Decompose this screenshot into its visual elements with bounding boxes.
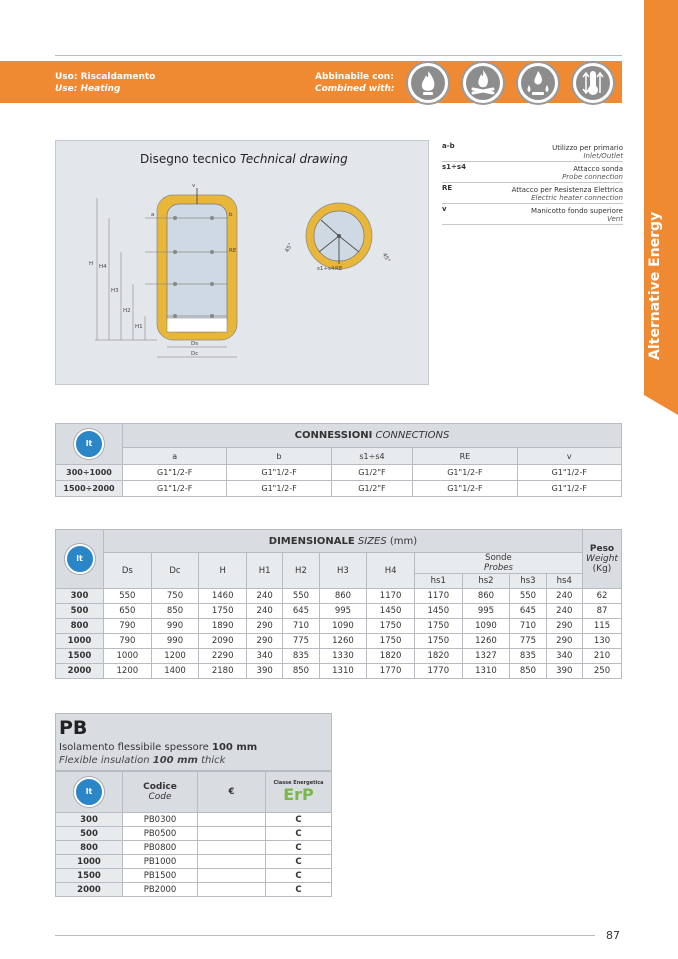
drawing-title-it: Disegno tecnico — [140, 152, 237, 166]
row-capacity: 1000 — [56, 634, 104, 649]
table-cell: 1890 — [199, 619, 247, 634]
table-cell: 645 — [283, 604, 319, 619]
column-header: Ds — [104, 553, 152, 589]
legend-key: RE — [442, 184, 453, 192]
table-cell: 1770 — [367, 664, 415, 679]
pb-lt-cell: 1500 — [56, 869, 123, 883]
table-cell: 710 — [510, 619, 546, 634]
column-header: hs1 — [414, 574, 462, 589]
table-cell: 850 — [151, 604, 199, 619]
column-header: hs3 — [510, 574, 546, 589]
table-cell: 1820 — [367, 649, 415, 664]
table-row — [56, 869, 332, 883]
table-row — [56, 604, 622, 619]
table-cell: 1330 — [319, 649, 367, 664]
dim-h: H — [89, 261, 94, 267]
table-cell: 290 — [546, 619, 582, 634]
table-row — [56, 589, 622, 604]
column-header: H3 — [319, 553, 367, 589]
pb-code-cell: PB1000 — [123, 855, 198, 869]
legend-en: Electric heater connection — [531, 194, 623, 202]
table-cell: 1090 — [319, 619, 367, 634]
pb-class-cell: C — [266, 841, 332, 855]
legend-row — [442, 141, 623, 162]
table-cell: 1450 — [367, 604, 415, 619]
pb-lt-cell: 800 — [56, 841, 123, 855]
table-row — [56, 827, 332, 841]
label-v: v — [192, 183, 196, 189]
pb-description-en: Flexible insulation 100 mm thick — [59, 755, 226, 766]
pb-code-cell: PB2000 — [123, 883, 198, 897]
pb-price-cell — [198, 841, 266, 855]
table-cell: 1170 — [367, 589, 415, 604]
tank-body — [167, 204, 227, 332]
table-cell: 240 — [247, 604, 283, 619]
row-capacity: 2000 — [56, 664, 104, 679]
table-row — [56, 619, 622, 634]
column-header: s1÷s4 — [331, 448, 412, 465]
table-cell: 1450 — [414, 604, 462, 619]
tank-drawing — [55, 140, 429, 385]
pb-price-cell — [198, 855, 266, 869]
table-cell: 990 — [151, 634, 199, 649]
table-cell: 1090 — [462, 619, 510, 634]
dim-h4: H4 — [99, 264, 107, 270]
pb-lt-cell: 2000 — [56, 883, 123, 897]
table-cell: 240 — [546, 604, 582, 619]
table-cell: 1750 — [414, 619, 462, 634]
lt-icon-cell — [56, 424, 123, 465]
erp-logo: ErP — [283, 785, 314, 804]
dim-h3: H3 — [111, 288, 119, 294]
table-cell: 87 — [583, 604, 622, 619]
dim-dc: Dc — [191, 351, 199, 357]
table-cell: 995 — [462, 604, 510, 619]
table-cell: 775 — [283, 634, 319, 649]
connections-table — [55, 423, 622, 497]
top-view-re: RE — [335, 266, 343, 272]
table-cell: 62 — [583, 589, 622, 604]
drawing-title-en: Technical drawing — [239, 152, 348, 166]
pb-code-cell: PB0800 — [123, 841, 198, 855]
top-view-probes: s1÷s4 — [317, 266, 335, 272]
table-cell: 390 — [546, 664, 582, 679]
sizes-title: DIMENSIONALE SIZES (mm) — [104, 530, 583, 553]
top-rule — [55, 55, 622, 56]
column-header: b — [227, 448, 331, 465]
legend-row — [442, 162, 623, 183]
wood-fire-icon — [461, 61, 505, 105]
pb-class-cell: C — [266, 883, 332, 897]
lt-icon-cell — [56, 530, 104, 589]
liter-icon: lt — [74, 777, 104, 807]
column-header: a — [123, 448, 227, 465]
table-cell: 860 — [319, 589, 367, 604]
table-cell: 835 — [283, 649, 319, 664]
label-re: RE — [229, 248, 237, 254]
liter-icon: lt — [74, 429, 104, 459]
probes-header: Sonde Probes — [414, 553, 582, 574]
lt-icon-cell — [56, 772, 123, 813]
combined-label — [315, 71, 395, 95]
combined-en: Combined with: — [315, 84, 395, 94]
table-cell: 1820 — [414, 649, 462, 664]
row-capacity: 800 — [56, 619, 104, 634]
column-header: RE — [413, 448, 517, 465]
table-cell: 1200 — [151, 649, 199, 664]
table-cell: 790 — [104, 634, 152, 649]
footer-rule — [55, 935, 595, 936]
table-cell: 1750 — [199, 604, 247, 619]
usage-it: Uso: Riscaldamento — [55, 72, 156, 82]
table-cell: 240 — [247, 589, 283, 604]
table-cell: 1750 — [414, 634, 462, 649]
legend-row — [442, 183, 623, 204]
table-cell: 850 — [283, 664, 319, 679]
column-header: H1 — [247, 553, 283, 589]
pb-title: PB — [59, 717, 88, 739]
combined-it: Abbinabile con: — [315, 72, 394, 82]
legend-key: s1÷s4 — [442, 163, 466, 171]
row-capacity: 1500 — [56, 649, 104, 664]
table-cell: 210 — [583, 649, 622, 664]
pb-class-cell: C — [266, 827, 332, 841]
label-a: a — [151, 212, 155, 218]
pb-price-cell — [198, 869, 266, 883]
table-cell: 1310 — [462, 664, 510, 679]
price-header: € — [198, 772, 266, 813]
dim-h1: H1 — [135, 324, 143, 330]
table-cell: 340 — [546, 649, 582, 664]
weight-header: Peso Weight (Kg) — [583, 530, 622, 589]
table-row — [56, 855, 332, 869]
column-header: H2 — [283, 553, 319, 589]
row-capacity: 500 — [56, 604, 104, 619]
table-cell: 1170 — [414, 589, 462, 604]
table-cell: 1460 — [199, 589, 247, 604]
pb-class-cell: C — [266, 855, 332, 869]
dim-ds: Ds — [191, 341, 199, 347]
pb-code-cell: PB1500 — [123, 869, 198, 883]
table-cell: 835 — [510, 649, 546, 664]
column-header: v — [517, 448, 621, 465]
table-cell: 650 — [104, 604, 152, 619]
page-number: 87 — [606, 929, 620, 942]
angle-right: 45° — [380, 252, 391, 264]
table-row — [56, 649, 622, 664]
dim-h2: H2 — [123, 308, 131, 314]
table-cell: 850 — [510, 664, 546, 679]
table-cell: 1260 — [462, 634, 510, 649]
pb-block — [55, 713, 332, 897]
table-cell: 290 — [247, 619, 283, 634]
table-cell: 860 — [462, 589, 510, 604]
legend-it: Manicotto fondo superiore — [531, 207, 623, 215]
energy-class-header: Classe Energetica ErP — [266, 772, 332, 813]
pb-price-cell — [198, 827, 266, 841]
pb-lt-cell: 500 — [56, 827, 123, 841]
legend-en: Vent — [607, 215, 623, 223]
table-cell: 550 — [104, 589, 152, 604]
table-cell: 240 — [546, 589, 582, 604]
table-row — [56, 634, 622, 649]
pb-header — [55, 713, 332, 771]
table-cell: 1750 — [367, 619, 415, 634]
pb-price-cell — [198, 883, 266, 897]
table-cell: 995 — [319, 604, 367, 619]
table-cell: 710 — [283, 619, 319, 634]
table-row — [56, 813, 332, 827]
table-cell: 1260 — [319, 634, 367, 649]
table-cell: 550 — [283, 589, 319, 604]
legend-key: a-b — [442, 142, 455, 150]
table-cell: 250 — [583, 664, 622, 679]
pb-code-cell: PB0500 — [123, 827, 198, 841]
sizes-table — [55, 529, 622, 679]
legend-row — [442, 204, 623, 225]
usage-label — [55, 71, 155, 95]
heat-pump-icon — [516, 61, 560, 105]
table-cell: 290 — [247, 634, 283, 649]
table-cell: 1400 — [151, 664, 199, 679]
side-tab-label: Alternative Energy — [647, 211, 663, 360]
column-header: hs2 — [462, 574, 510, 589]
usage-en: Use: Heating — [55, 84, 121, 94]
table-cell: 1310 — [319, 664, 367, 679]
column-header: hs4 — [546, 574, 582, 589]
pb-class-cell: C — [266, 813, 332, 827]
pb-class-cell: C — [266, 869, 332, 883]
table-row: 300÷1000 G1"1/2-F G1"1/2-F G1/2"F G1"1/2-F G1"1/2-F — [56, 465, 622, 481]
table-cell: 1000 — [104, 649, 152, 664]
table-cell: 750 — [151, 589, 199, 604]
legend-en: Inlet/Outlet — [583, 152, 623, 160]
table-cell: 1750 — [367, 634, 415, 649]
table-row — [56, 841, 332, 855]
pb-lt-cell: 300 — [56, 813, 123, 827]
code-header: Codice Code — [123, 772, 198, 813]
table-row — [56, 883, 332, 897]
table-cell: 1327 — [462, 649, 510, 664]
angle-left: 45° — [284, 242, 295, 254]
pb-code-cell: PB0300 — [123, 813, 198, 827]
table-cell: 1200 — [104, 664, 152, 679]
temperature-control-icon — [571, 61, 615, 105]
legend-key: v — [442, 205, 447, 213]
gas-flame-icon — [406, 61, 450, 105]
table-row — [56, 664, 622, 679]
legend-it: Attacco sonda — [573, 165, 623, 173]
table-cell: 340 — [247, 649, 283, 664]
column-header: Dc — [151, 553, 199, 589]
table-cell: 2290 — [199, 649, 247, 664]
column-header: H4 — [367, 553, 415, 589]
table-cell: 790 — [104, 619, 152, 634]
label-b: b — [229, 212, 233, 218]
table-cell: 990 — [151, 619, 199, 634]
table-cell: 2180 — [199, 664, 247, 679]
pb-description-it: Isolamento flessibile spessore 100 mm — [59, 742, 258, 753]
table-cell: 2090 — [199, 634, 247, 649]
table-cell: 645 — [510, 604, 546, 619]
legend-it: Utilizzo per primario — [552, 144, 623, 152]
table-cell: 130 — [583, 634, 622, 649]
table-cell: 550 — [510, 589, 546, 604]
liter-icon: lt — [65, 544, 95, 574]
table-row: 1500÷2000 G1"1/2-F G1"1/2-F G1/2"F G1"1/2-F G1"1/2-F — [56, 481, 622, 497]
tank-base — [167, 318, 227, 332]
legend-it: Attacco per Resistenza Elettrica — [511, 186, 623, 194]
table-cell: 290 — [546, 634, 582, 649]
column-header: H — [199, 553, 247, 589]
pb-lt-cell: 1000 — [56, 855, 123, 869]
table-cell: 115 — [583, 619, 622, 634]
legend-en: Probe connection — [562, 173, 623, 181]
table-cell: 1770 — [414, 664, 462, 679]
table-cell: 390 — [247, 664, 283, 679]
row-capacity: 300 — [56, 589, 104, 604]
pb-table — [55, 771, 332, 897]
table-cell: 775 — [510, 634, 546, 649]
pb-price-cell — [198, 813, 266, 827]
connections-title: CONNESSIONI CONNECTIONS — [123, 424, 622, 448]
